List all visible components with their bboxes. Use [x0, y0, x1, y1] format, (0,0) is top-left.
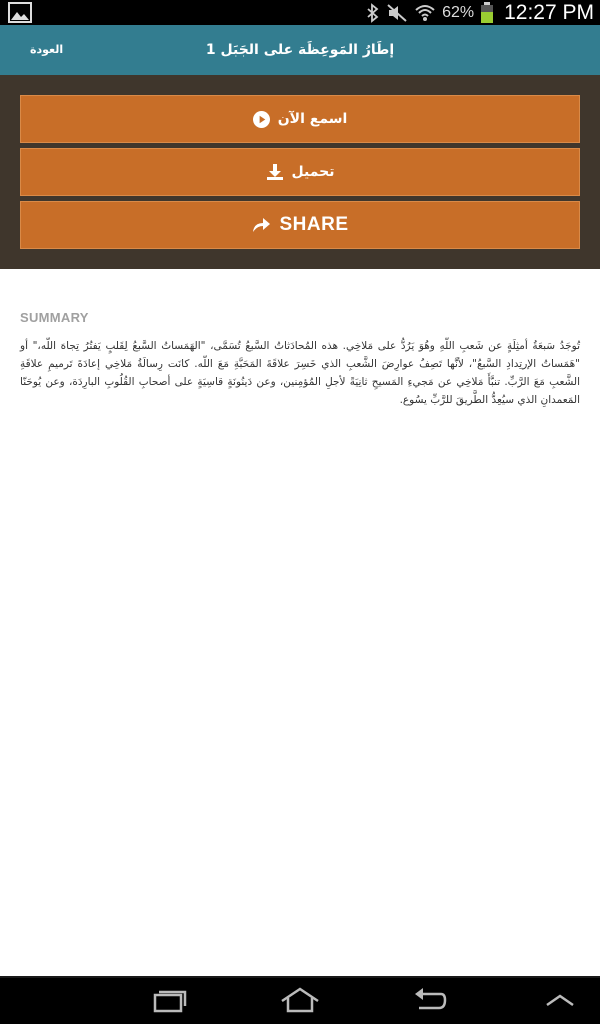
gallery-icon: [8, 2, 32, 23]
app-header: [0, 25, 600, 75]
download-label: تحميل: [291, 164, 335, 180]
download-button[interactable]: [20, 148, 580, 196]
page-title: إطَارُ المَوعِظَة على الجَبَل 1: [205, 42, 395, 58]
summary-heading: SUMMARY: [20, 310, 89, 325]
download-icon: [266, 163, 284, 181]
action-panel: [0, 75, 600, 269]
back-icon[interactable]: [390, 976, 470, 1024]
home-icon[interactable]: [260, 976, 340, 1024]
share-button[interactable]: [20, 201, 580, 249]
bluetooth-icon: [366, 3, 380, 23]
recent-apps-icon[interactable]: [130, 976, 210, 1024]
summary-text: تُوجَدُ سَبعَةُ أمثِلَةٍ عن شَعبِ اللّهِ وهُوَ يَرُدُّ على مَلاخِي. هذه المُحادَثاتُ السَّبعُ تُسَمَّى، "الهَمَساتُ السَّبعُ لِقَلبٍ يَفتُرُ تِجاهَ اللّه،" أو "هَمَساتُ الإرتِدادِ السَّبعُ"، لأنَّها تَصِفُ عوارِضَ الشَّعبِ الذي خَسِرَ علاقَةَ المَحَبَّةِ مَعَ اللّه. كانَت رِسالَةُ مَلاخِي إعادَةَ تَرميمِ علاقَةِ الشَّعبِ مَعَ الرَّبِّ. تنبَّأَ مَلاخِي عن مَجيءِ المَسيحِ ثانِيَةً لأجلِ المُؤمِنين، وعن دَينُونَةٍ قاسِيَةٍ على أصحابِ القُلُوبِ البارِدَة، وعن يُوحَنّا المَعمدانِ الذي سيُعِدُّ الطَّريقَ للرَّبِّ يسُوع.: [20, 340, 580, 406]
share-label: SHARE: [279, 214, 349, 235]
clock: 12:27 PM: [504, 0, 594, 24]
up-chevron-icon[interactable]: [520, 976, 600, 1024]
battery-percent: 62%: [442, 3, 475, 21]
wifi-icon: [414, 3, 436, 23]
mute-icon: [386, 3, 408, 23]
share-icon: [251, 216, 271, 234]
nav-bar: [0, 976, 600, 1024]
back-button[interactable]: العودة: [30, 43, 64, 56]
play-icon: [253, 111, 270, 128]
status-bar: [0, 0, 600, 25]
status-indicators: [366, 0, 594, 25]
summary-section: [20, 310, 580, 409]
listen-now-label: اسمع الآن: [277, 111, 348, 127]
listen-now-button[interactable]: [20, 95, 580, 143]
battery-icon: [480, 2, 494, 24]
